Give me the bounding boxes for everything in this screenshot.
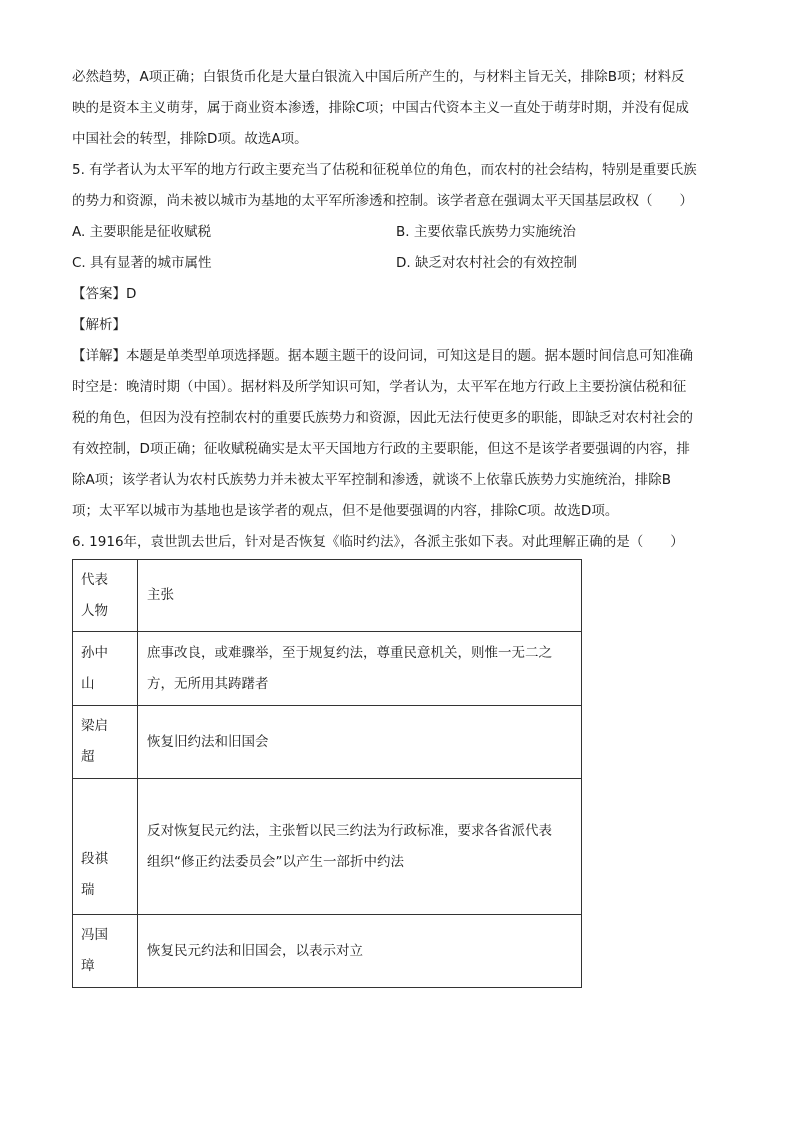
table-row	[73, 779, 582, 915]
table-row	[73, 915, 582, 988]
document-page	[72, 62, 732, 988]
header-name-line: 代表	[81, 571, 108, 588]
table-header-row	[73, 560, 582, 632]
header-view-text: 主张	[147, 587, 174, 603]
q5-option-c: C. 具有显著的城市属性	[72, 255, 212, 271]
name-cell	[73, 706, 138, 779]
q5-option-d: D. 缺乏对农村社会的有效控制	[396, 255, 577, 271]
view-line: 恢复民元约法和旧国会，以表示对立	[147, 942, 363, 959]
table-row	[73, 706, 582, 779]
q5-answer	[72, 279, 732, 310]
name-line: 瑞	[81, 882, 95, 898]
prev-analysis-line: 映的是资本主义萌芽，属于商业资本渗透，排除C项；中国古代资本主义一直处于萌芽时期，并没有促成	[72, 100, 689, 116]
header-name-cell	[73, 560, 138, 632]
header-view-cell	[138, 560, 582, 632]
faction-views-table	[72, 559, 582, 988]
view-cell	[138, 779, 582, 915]
answer-label: 【答案】	[72, 286, 126, 302]
prev-analysis-line: 中国社会的转型，排除D项。故选A项。	[72, 131, 308, 147]
q5-option-a: A. 主要职能是征收赋税	[72, 224, 212, 240]
detail-line: 除A项；该学者认为农村氏族势力并未被太平军控制和渗透，就谈不上依靠氏族势力实施统治，排除B	[72, 472, 671, 488]
view-line: 反对恢复民元约法，主张暂以民三约法为行政标准，要求各省派代表	[147, 822, 552, 839]
detail-line: 【详解】本题是单类型单项选择题。据本题主题干的设问词，可知这是目的题。据本题时间信息可知准确	[72, 348, 693, 364]
detail-line: 项；太平军以城市为基地也是该学者的观点，但不是他要强调的内容，排除C项。故选D项。	[72, 503, 619, 519]
name-line: 段祺	[81, 851, 108, 867]
q5-options-row-1	[72, 217, 732, 248]
name-cell	[73, 779, 138, 915]
name-line: 孙中	[81, 644, 108, 661]
name-line: 山	[81, 675, 95, 692]
answer-value: D	[126, 286, 137, 302]
q5-option-b: B. 主要依靠氏族势力实施统治	[396, 224, 576, 240]
q6-stem: 6. 1916年，袁世凯去世后，针对是否恢复《临时约法》，各派主张如下表。对此理解正确的是（ ）	[72, 534, 684, 550]
name-cell	[73, 915, 138, 988]
name-cell	[73, 632, 138, 706]
view-line: 组织“修正约法委员会”以产生一部折中约法	[147, 853, 404, 870]
table-row	[73, 632, 582, 706]
q5-stem-line: 5. 有学者认为太平军的地方行政主要充当了估税和征税单位的角色，而农村的社会结构，特别是重要氏族	[72, 162, 697, 178]
q5-stem-line: 的势力和资源，尚未被以城市为基地的太平军所渗透和控制。该学者意在强调太平天国基层政权（ ）	[72, 193, 693, 209]
view-cell	[138, 706, 582, 779]
detail-line: 有效控制，D项正确；征收赋税确实是太平天国地方行政的主要职能，但这不是该学者要强调的内容，排	[72, 441, 690, 457]
name-line: 超	[81, 749, 95, 765]
analysis-label: 【解析】	[72, 317, 126, 333]
view-cell	[138, 915, 582, 988]
q5-options-row-2	[72, 248, 732, 279]
name-line: 璋	[81, 958, 95, 974]
detail-line: 税的角色，但因为没有控制农村的重要氏族势力和资源，因此无法行使更多的职能，即缺乏对农村社会的	[72, 410, 693, 426]
view-line: 恢复旧约法和旧国会	[147, 733, 269, 750]
name-line: 梁启	[81, 718, 108, 734]
view-line: 庶事改良，或难骤举，至于规复约法，尊重民意机关，则惟一无二之	[147, 644, 552, 661]
header-name-line: 人物	[81, 602, 108, 619]
view-cell	[138, 632, 582, 706]
prev-analysis-line: 必然趋势，A项正确；白银货币化是大量白银流入中国后所产生的，与材料主旨无关，排除B项；材料反	[72, 69, 685, 85]
name-line: 冯国	[81, 927, 108, 943]
detail-line: 时空是：晚清时期（中国）。据材料及所学知识可知，学者认为，太平军在地方行政上主要扮演估税和征	[72, 379, 687, 395]
view-line: 方，无所用其踌躇者	[147, 675, 269, 692]
